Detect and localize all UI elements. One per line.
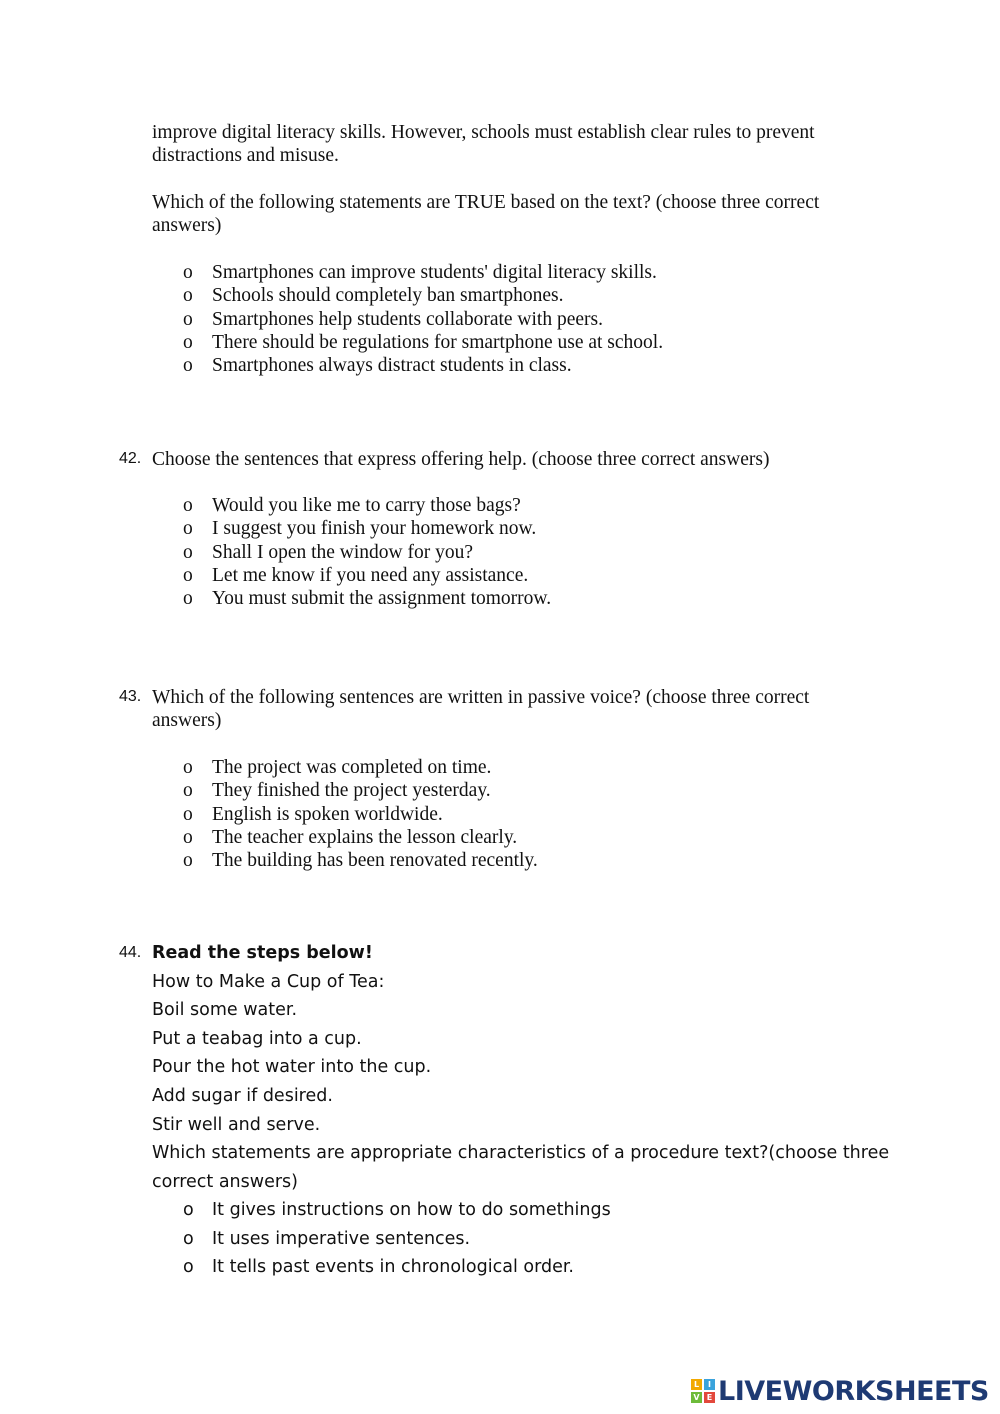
logo-tile: L xyxy=(691,1379,702,1390)
section-heading: Read the steps below! xyxy=(152,943,373,963)
question-43-prompt: Which of the following sentences are written in passive voice? (choose three correct answers) xyxy=(152,687,810,732)
procedure-step: Add sugar if desired. xyxy=(152,1085,333,1106)
procedure-step: Put a teabag into a cup. xyxy=(152,1028,362,1049)
passage-line: distractions and misuse. xyxy=(152,145,339,167)
question-44-options xyxy=(183,1196,883,1282)
question-number: 44. xyxy=(119,944,142,961)
radio-circle-icon[interactable]: o xyxy=(183,355,193,377)
answer-option[interactable]: o Would you like me to carry those bags? xyxy=(183,495,521,516)
answer-option[interactable]: o It tells past events in chronological order. xyxy=(183,1253,883,1282)
radio-circle-icon[interactable]: o xyxy=(183,850,193,872)
question-43-options xyxy=(183,756,883,872)
radio-circle-icon[interactable]: o xyxy=(183,541,193,563)
radio-circle-icon[interactable]: o xyxy=(183,518,193,540)
radio-circle-icon[interactable]: o xyxy=(183,757,193,778)
answer-option[interactable]: o It gives instructions on how to do somethings xyxy=(183,1196,883,1225)
question-41-prompt: Which of the following statements are TRUE based on the text? (choose three correct answers) xyxy=(152,192,820,237)
question-42-options xyxy=(183,494,883,610)
radio-circle-icon[interactable]: o xyxy=(183,285,193,307)
logo-mark-icon xyxy=(691,1379,715,1403)
question-44-prompt: correct answers) xyxy=(152,1171,298,1192)
passage-excerpt xyxy=(152,121,892,168)
radio-circle-icon[interactable]: o xyxy=(183,564,193,586)
answer-option[interactable]: o Schools should completely ban smartphones. xyxy=(183,285,564,307)
answer-option[interactable]: o Smartphones help students collaborate with peers. xyxy=(183,308,603,330)
answer-option[interactable]: o English is spoken worldwide. xyxy=(183,803,443,825)
procedure-title: How to Make a Cup of Tea: xyxy=(152,971,385,992)
answer-option[interactable]: o The building has been renovated recently. xyxy=(183,850,538,872)
radio-circle-icon[interactable]: o xyxy=(183,331,193,353)
radio-circle-icon[interactable]: o xyxy=(183,803,193,825)
question-number: 42. xyxy=(119,450,142,467)
procedure-step: Stir well and serve. xyxy=(152,1114,321,1135)
answer-option[interactable]: o They finished the project yesterday. xyxy=(183,780,491,802)
radio-circle-icon[interactable]: o xyxy=(183,826,193,848)
radio-circle-icon[interactable]: o xyxy=(183,1200,194,1220)
radio-circle-icon[interactable]: o xyxy=(183,262,193,283)
liveworksheets-logo xyxy=(691,1374,989,1408)
answer-option[interactable]: o The project was completed on time. xyxy=(183,757,492,778)
answer-option[interactable]: o You must submit the assignment tomorrow. xyxy=(183,588,552,610)
question-44-prompt: Which statements are appropriate characteristics of a procedure text?(choose three xyxy=(152,1143,890,1164)
radio-circle-icon[interactable]: o xyxy=(183,308,193,330)
radio-circle-icon[interactable]: o xyxy=(183,1257,194,1278)
question-42-prompt: Choose the sentences that express offering help. (choose three correct answers) xyxy=(152,449,770,470)
logo-text: LIVEWORKSHEETS xyxy=(718,1375,989,1407)
logo-tile: V xyxy=(691,1392,702,1403)
radio-circle-icon[interactable]: o xyxy=(183,588,193,610)
answer-option[interactable]: o Smartphones can improve students' digital literacy skills. xyxy=(183,262,657,283)
answer-option[interactable]: o Shall I open the window for you? xyxy=(183,541,474,563)
answer-option[interactable]: o I suggest you finish your homework now. xyxy=(183,518,537,540)
answer-option[interactable]: o The teacher explains the lesson clearly. xyxy=(183,826,518,848)
radio-circle-icon[interactable]: o xyxy=(183,780,193,802)
logo-tile: I xyxy=(704,1379,715,1390)
procedure-step: Boil some water. xyxy=(152,1000,298,1021)
answer-option[interactable]: o It uses imperative sentences. xyxy=(183,1225,883,1254)
logo-tile: E xyxy=(704,1392,715,1403)
answer-option[interactable]: o Let me know if you need any assistance. xyxy=(183,564,529,586)
procedure-step: Pour the hot water into the cup. xyxy=(152,1057,432,1078)
answer-option[interactable]: o There should be regulations for smartphone use at school. xyxy=(183,331,664,353)
question-number: 43. xyxy=(119,688,142,705)
answer-option[interactable]: o Smartphones always distract students in class. xyxy=(183,355,572,377)
question-44-body xyxy=(152,939,892,1196)
radio-circle-icon[interactable]: o xyxy=(183,1228,194,1249)
question-41-options xyxy=(183,261,883,377)
radio-circle-icon[interactable]: o xyxy=(183,495,193,516)
passage-line: improve digital literacy skills. However, schools must establish clear rules to prevent xyxy=(152,122,815,143)
